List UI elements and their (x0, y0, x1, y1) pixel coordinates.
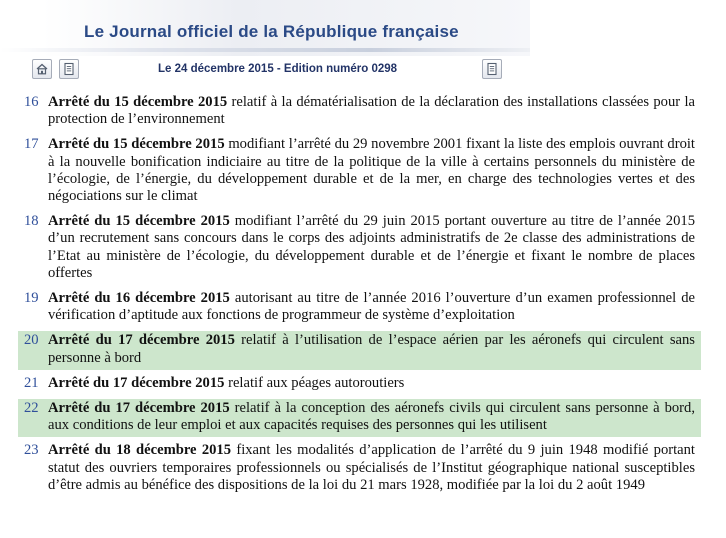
entry-number: 16 (24, 94, 39, 110)
document-button[interactable] (59, 59, 79, 79)
list-item[interactable] (18, 212, 701, 285)
header-divider (0, 48, 530, 52)
entry-description[interactable]: modifiant l’arrêté du 29 juin 2015 portant ouverture au titre de l’année 2015 d’un recrutement sans concours dans le corps des adjoints administratifs de 2e classe des administrations de l’Etat au ministère de l’écologie, du développement durable et de l’énergie et fixant le nombre de places offertes (48, 213, 695, 281)
entry-title[interactable]: Arrêté du 17 décembre 2015 (48, 400, 230, 417)
entry-number: 22 (24, 400, 39, 417)
entry-number: 20 (24, 332, 39, 349)
entry-list (18, 93, 701, 501)
entry-description[interactable]: autorisant au titre de l’année 2016 l’ouverture d’un examen professionnel de vérification d’aptitude aux fonctions de programmeur de système d’exploitation (48, 290, 695, 324)
entry-title[interactable]: Arrêté du 16 décembre 2015 (48, 290, 230, 307)
entry-number: 19 (24, 290, 39, 307)
entry-description[interactable]: relatif à la dématérialisation de la déclaration des installations classées pour la protection de l’environnement (48, 94, 695, 128)
entry-description[interactable]: relatif aux péages autoroutiers (224, 374, 405, 391)
list-item[interactable] (18, 135, 701, 208)
entry-title[interactable]: Arrêté du 17 décembre 2015 (48, 374, 225, 391)
list-item[interactable] (18, 93, 701, 131)
list-item[interactable] (18, 399, 701, 437)
home-button[interactable] (32, 59, 52, 79)
edition-label: Le 24 décembre 2015 - Edition numéro 0298 (158, 63, 398, 75)
list-item[interactable] (18, 289, 701, 327)
entry-number: 23 (24, 442, 39, 459)
entry-title[interactable]: Arrêté du 15 décembre 2015 (48, 94, 228, 110)
page-title: Le Journal officiel de la République française (84, 22, 459, 41)
entry-number: 18 (24, 213, 39, 230)
entry-title[interactable]: Arrêté du 17 décembre 2015 (48, 332, 235, 349)
document-icon (62, 62, 76, 76)
home-icon (35, 62, 49, 76)
entry-description[interactable]: modifiant l’arrêté du 29 novembre 2001 fixant la liste des emplois ouvrant droit à la nouvelle bonification indiciaire au titre de la politique de la ville à certains personnels du ministère de l’écologie, de l’énergie, du développement durable et de la mer, en charge des technologies vertes et des négociations sur le climat (48, 136, 695, 205)
list-item[interactable] (18, 374, 701, 395)
toolbar (30, 59, 505, 83)
entry-number: 21 (24, 374, 39, 391)
entry-title[interactable]: Arrêté du 15 décembre 2015 (48, 136, 225, 153)
list-item[interactable] (18, 441, 701, 497)
entry-description[interactable]: fixant les modalités d’application de l’arrêté du 9 juin 1948 modifié portant statut des ouvriers temporaires professionnels ou spécialisés de l’Institut géographique national susceptibles d’être admis au bénéfice des dispositions de la loi du 21 mars 1928, modifiée par la loi du 2 août 1949 (48, 442, 695, 493)
list-item[interactable] (18, 331, 701, 369)
document-icon (485, 62, 499, 76)
summary-document-button[interactable] (482, 59, 502, 79)
entry-description[interactable]: relatif à l’utilisation de l’espace aérien par les aéronefs qui circulent sans personne à bord (48, 332, 695, 366)
entry-title[interactable]: Arrêté du 18 décembre 2015 (48, 442, 232, 459)
entry-description[interactable]: relatif à la conception des aéronefs civils qui circulent sans personne à bord, aux conditions de leur emploi et aux capacités requises des personnes qui les utilisent (48, 400, 695, 434)
entry-number: 17 (24, 136, 39, 153)
entry-title[interactable]: Arrêté du 15 décembre 2015 (48, 213, 230, 230)
